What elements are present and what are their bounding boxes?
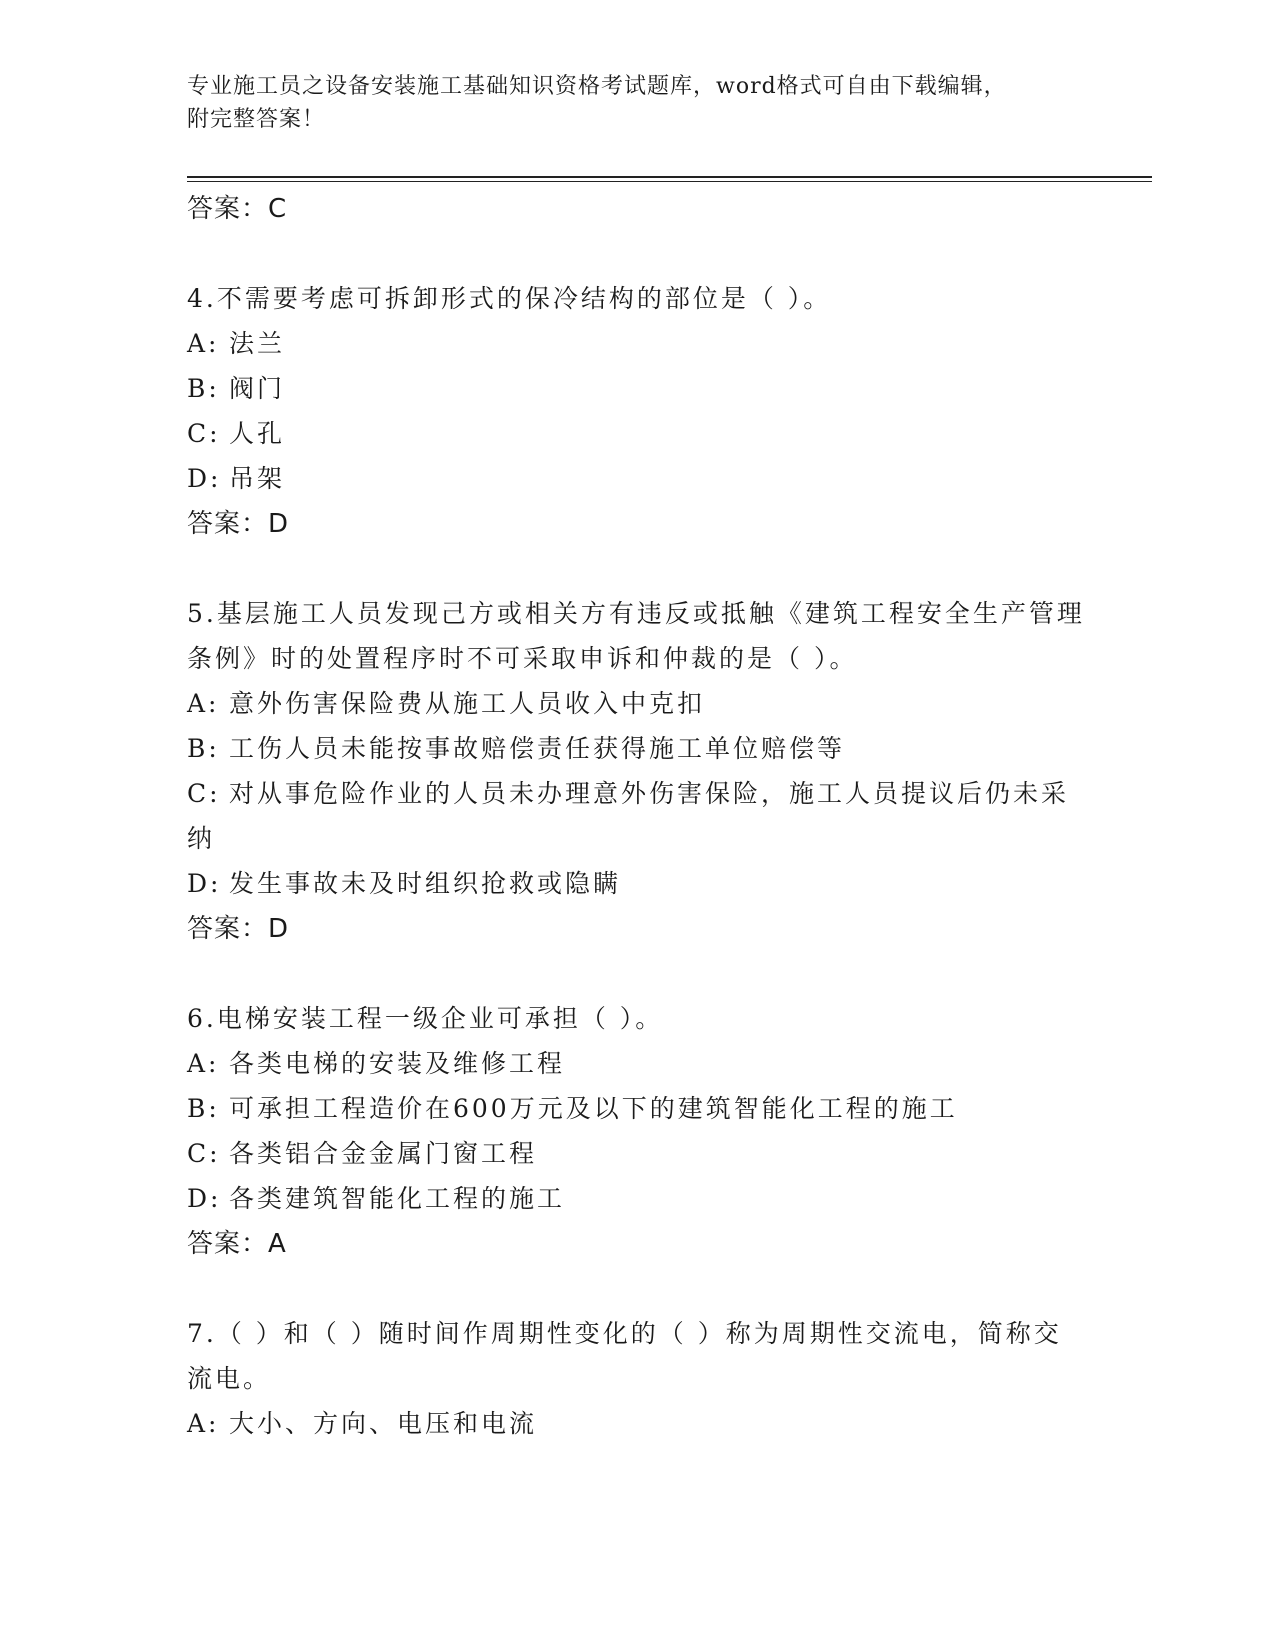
option-d [187, 861, 1087, 906]
option-text: 对从事危险作业的人员未办理意外伤害保险，施工人员提议后仍未采纳 [187, 779, 1070, 853]
header-rule-thick [187, 176, 1152, 178]
option-a [187, 1401, 1087, 1446]
option-text: 阀门 [229, 374, 286, 403]
question-6 [187, 996, 1087, 1267]
option-text: 发生事故未及时组织抢救或隐瞒 [229, 869, 622, 898]
answer-line: 答案：C [187, 194, 288, 224]
option-text: 各类建筑智能化工程的施工 [229, 1184, 566, 1213]
option-text: 意外伤害保险费从施工人员收入中克扣 [229, 689, 706, 718]
option-a [187, 1041, 1087, 1086]
question-7 [187, 1311, 1087, 1446]
question-text: 6.电梯安装工程一级企业可承担（ ）。 [187, 1004, 664, 1033]
option-letter: B: [187, 374, 220, 403]
option-text: 工伤人员未能按事故赔偿责任获得施工单位赔偿等 [229, 734, 846, 763]
option-letter: A: [187, 1409, 220, 1438]
answer-line: 答案：D [187, 509, 290, 539]
option-letter: A: [187, 689, 220, 718]
option-text: 吊架 [229, 464, 286, 493]
question-5 [187, 591, 1087, 952]
option-text: 各类铝合金金属门窗工程 [229, 1139, 538, 1168]
option-text: 人孔 [229, 419, 286, 448]
header-line-1: 专业施工员之设备安装施工基础知识资格考试题库，word格式可自由下载编辑， [187, 74, 1007, 99]
option-b [187, 366, 1087, 411]
option-letter: B: [187, 1094, 220, 1123]
option-letter: D: [187, 464, 222, 493]
document-body [187, 186, 1087, 1446]
answer-line: 答案：A [187, 1229, 287, 1259]
option-text: 可承担工程造价在600万元及以下的建筑智能化工程的施工 [229, 1094, 958, 1123]
question-text: 7.（ ）和（ ）随时间作周期性变化的（ ）称为周期性交流电，简称交流电。 [187, 1319, 1062, 1393]
option-text: 大小、方向、电压和电流 [229, 1409, 538, 1438]
option-letter: B: [187, 734, 220, 763]
option-a [187, 321, 1087, 366]
option-b [187, 726, 1087, 771]
option-c [187, 411, 1087, 456]
option-c [187, 1131, 1087, 1176]
option-a [187, 681, 1087, 726]
question-text: 5.基层施工人员发现己方或相关方有违反或抵触《建筑工程安全生产管理条例》时的处置程序时不可采取申诉和仲裁的是（ ）。 [187, 599, 1085, 673]
option-text: 各类电梯的安装及维修工程 [229, 1049, 566, 1078]
option-text: 法兰 [229, 329, 286, 358]
option-letter: D: [187, 869, 222, 898]
answer-line: 答案：D [187, 914, 290, 944]
option-c [187, 771, 1087, 861]
option-letter: C: [187, 1139, 221, 1168]
question-4 [187, 276, 1087, 547]
option-d [187, 1176, 1087, 1221]
option-letter: D: [187, 1184, 222, 1213]
option-b [187, 1086, 1087, 1131]
header-rule-thin [187, 181, 1152, 182]
question-text: 4.不需要考虑可拆卸形式的保冷结构的部位是（ ）。 [187, 284, 832, 313]
option-d [187, 456, 1087, 501]
option-letter: C: [187, 419, 221, 448]
document-header [187, 70, 1087, 136]
option-letter: A: [187, 329, 220, 358]
header-line-2: 附完整答案！ [187, 107, 326, 132]
option-letter: A: [187, 1049, 220, 1078]
option-letter: C: [187, 779, 221, 808]
